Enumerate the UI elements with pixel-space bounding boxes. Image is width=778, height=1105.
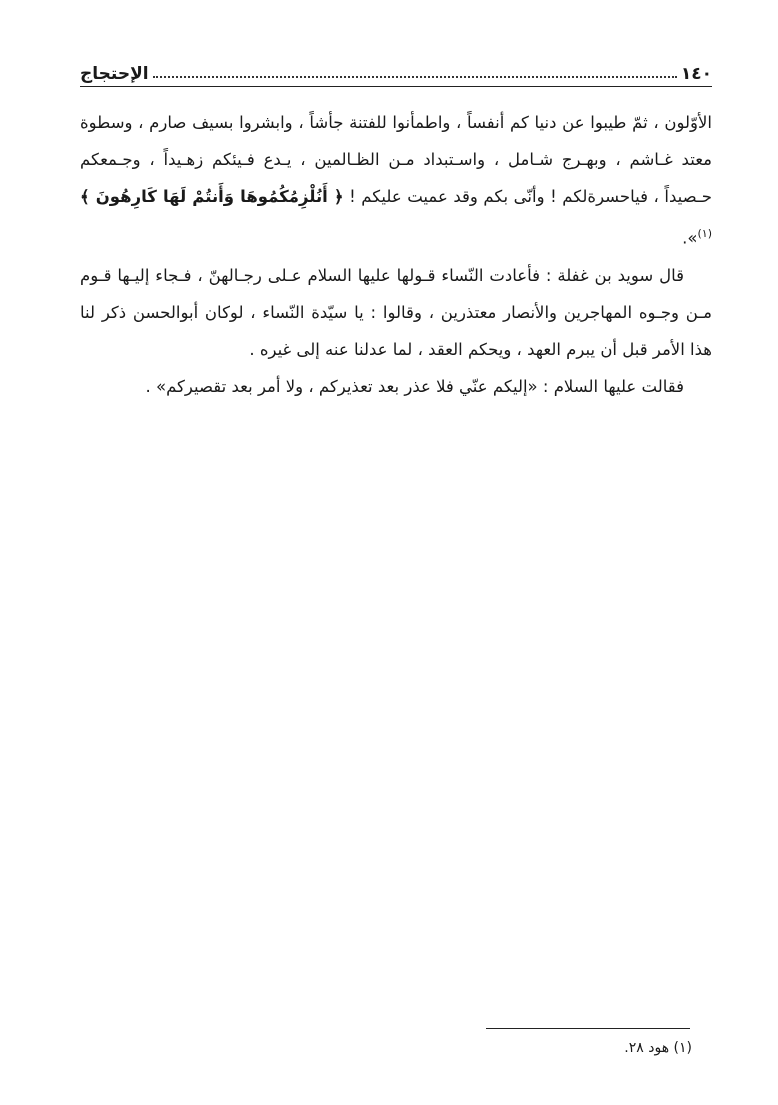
footnote-rule	[486, 1028, 690, 1029]
page-number: ١٤٠	[680, 64, 712, 84]
footnote: (١) هود ٢٨.	[624, 1040, 692, 1056]
paragraph-1	[80, 104, 712, 257]
paragraph-3: فقالت عليها السلام : «إليكم عنّي فلا عذر بعد تعذيركم ، ولا أمر بعد تقصيركم» .	[145, 376, 684, 396]
quran-verse: ﴿ أَنُلْزِمُكُمُوهَا وَأَنتُمْ لَهَا كَارِهُونَ ﴾	[80, 187, 344, 206]
paragraph-1-end: ».	[682, 228, 698, 248]
header-rule	[80, 86, 712, 87]
paragraph-2: قال سويد بن غفلة : فأعادت النّساء قـولها عليها السلام عـلى رجـالهنّ ، فـجاء إليـها قـوم مـن وجـوه المهاجرين والأنصار معتذرين ، وقالوا : يا سيّدة النّساء ، لوكان أبوالحسن ذكر لنا هذا الأمر قبل أن يبرم العهد ، ويحكم العقد ، لما عدلنا عنه إلى غيره .	[80, 265, 712, 359]
running-title: الإحتجاج	[80, 64, 149, 84]
running-header	[80, 58, 712, 84]
paragraph-1-text: الأوّلون ، ثمّ طيبوا عن دنيا كم أنفساً ، واطمأنوا للفتنة جأشاً ، وابشروا بسيف صارم ، وسطوة معتد غـاشم ، وبهـرج شـامل ، واسـتبداد مـن الظـالمين ، يـدع فـيئكم زهـيداً ، وجـمعكم حـصيداً ، فياحسرةلكم ! وأنّى بكم وقد عميت عليكم !	[80, 113, 712, 206]
footnote-marker: (١)	[697, 227, 712, 240]
main-text	[80, 104, 712, 405]
header-dot-leader	[153, 76, 677, 78]
